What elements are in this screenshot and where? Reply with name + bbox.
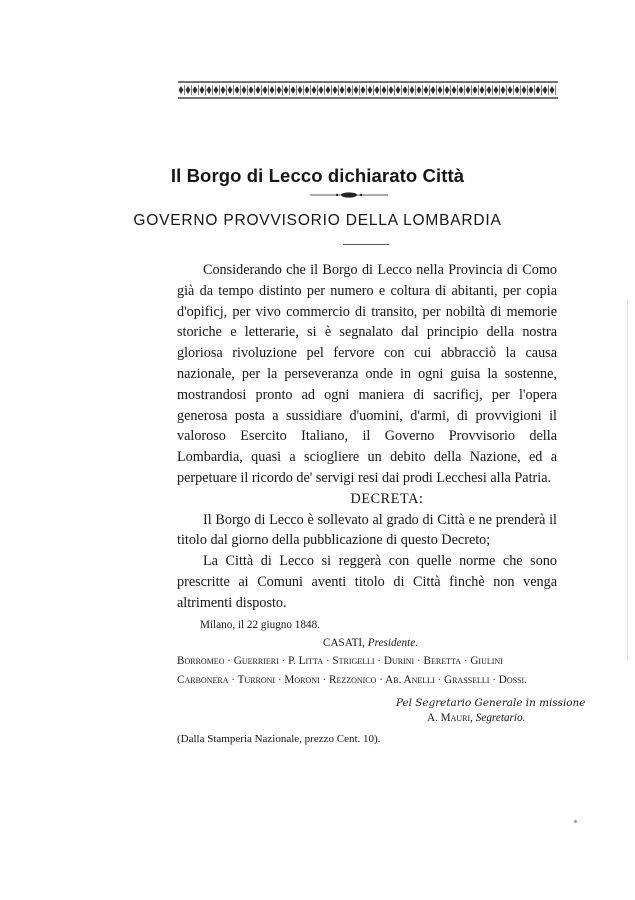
printer-note: (Dalla Stamperia Nazionale, prezzo Cent. 10).	[177, 733, 381, 745]
page-speck	[574, 820, 577, 823]
article-2-paragraph: La Città di Lecco si reggerà con quelle norme che sono prescritte ai Comuni aventi titolo di Città finchè non venga altrimenti disposto.	[177, 553, 557, 611]
title-flourish-ornament	[308, 190, 390, 200]
president-signature	[323, 637, 418, 649]
article-1-paragraph: Il Borgo di Lecco è sollevato al grado di Città e ne prenderà il titolo dal giorno della pubblicazione di questo Decreto;	[177, 511, 557, 549]
decree-date: Milano, il 22 giugno 1848.	[200, 619, 320, 631]
decorative-border-ornament	[178, 80, 558, 100]
president-title: Presidente.	[367, 637, 418, 649]
secretary-title: Segretario.	[475, 712, 526, 724]
signatories-line-1: Borromeo · Guerrieri · P. Litta · Strigelli · Durini · Beretta · Giulini	[177, 655, 503, 667]
preamble-paragraph: Considerando che il Borgo di Lecco nella Provincia di Como già da tempo distinto per numero e coltura di abitanti, per copia d'opificj, per vivo commercio di transito, per nobiltà di memorie storiche e letterarie, si è segnalato dal principio della nostra gloriosa rivoluzione pel fervore con cui abbracciò la causa nazionale, per la perseveranza onde in ogni guisa la sostenne, mostrandosi pronto ad ogni maniera di sacrificj, per l'opera generosa posta a sussidiare d'uomini, d'armi, di provvigioni il valoroso Esercito Italiano, il Governo Provvisorio della Lombardia, quasi a sciogliere un debito della Nazione, ed a perpetuare il ricordo de' servigi resi dai prodi Lecchesi alla Patria.	[177, 262, 557, 486]
secretary-name: A. Mauri,	[427, 712, 473, 724]
page-title: Il Borgo di Lecco dichiarato Città	[170, 165, 465, 186]
decreta-heading: DECRETA:	[350, 490, 424, 507]
divider-rule	[343, 244, 389, 245]
page-subtitle: GOVERNO PROVVISORIO DELLA LOMBARDIA	[133, 212, 502, 229]
secretary-note: Pel Segretario Generale in missione	[396, 697, 586, 709]
president-name: CASATI,	[323, 637, 365, 649]
secretary-signature	[427, 712, 525, 724]
page-edge-shadow	[627, 300, 628, 660]
signatories-line-2: Carbonera · Turroni · Moroni · Rezzonico · Ab. Anelli · Grasselli · Dossi.	[177, 674, 527, 686]
decree-body	[177, 260, 557, 614]
